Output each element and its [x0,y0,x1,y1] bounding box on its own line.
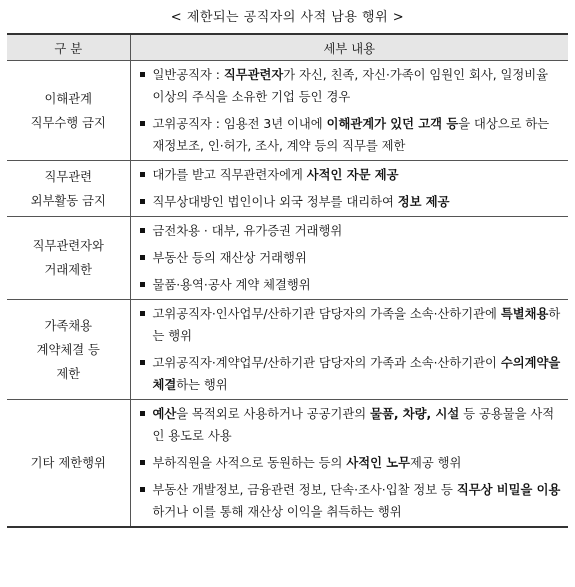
emphasis-text: 이해관계가 있던 고객 등 [326,117,459,131]
category-label-line: 직무수행 금지 [30,115,106,130]
item-text: 을 대상으로 하는 재정보조, 인·허가, 조사, 계약 등의 직무를 제한 [152,117,550,153]
list-item [131,247,563,269]
emphasis-text: 직무상 비밀을 이용 [456,483,561,497]
item-text: 직무상대방인 법인이나 외국 정부를 대리하여 [152,195,398,209]
item-text: 고위공직자·인사업무/산하기관 담당자의 가족을 소속·산하기관에 [152,307,501,321]
square-bullet-icon [140,360,145,365]
detail-cell [130,400,568,528]
restriction-table [7,33,568,528]
item-text: 부동산 등의 재산상 거래행위 [152,251,307,265]
item-text: 일반공직자 : [152,68,224,82]
category-label-line: 가족채용 [44,318,92,333]
square-bullet-icon [140,411,145,416]
header-detail: 세부 내용 [130,34,568,61]
detail-list [131,403,563,523]
detail-list [131,303,563,396]
list-item [131,274,563,296]
category-label-line: 기타 제한행위 [30,456,106,470]
detail-list [131,220,563,296]
item-text: 물품·용역·공사 계약 체결행위 [152,278,311,292]
table-header-row [7,34,568,61]
category-label-line: 이해관계 [44,91,92,106]
category-cell [7,161,130,217]
item-text: 제공 행위 [410,456,462,470]
item-text: 하는 행위 [152,307,561,343]
detail-cell [130,61,568,161]
emphasis-text: 직무관련자 [223,68,284,82]
emphasis-text: 예산 [152,407,177,421]
emphasis-text: 수의계약을 체결 [152,356,561,392]
square-bullet-icon [140,460,145,465]
category-label-line: 직무관련자와 [32,239,104,253]
item-text: 고위공직자 : 임용전 3년 이내에 [152,117,327,131]
table-row [7,161,568,217]
list-item [131,164,563,186]
detail-cell [130,161,568,217]
item-text: 등 공용물을 사적인 용도로 사용 [152,407,555,443]
category-label-line: 제한 [56,366,81,381]
list-item [131,452,563,474]
emphasis-text: 정보 제공 [397,195,450,209]
table-row [7,61,568,161]
square-bullet-icon [140,311,145,316]
emphasis-text: 물품, 차량, 시설 [370,407,460,421]
square-bullet-icon [140,199,145,204]
item-text: 고위공직자·계약업무/산하기관 담당자의 가족과 소속·산하기관이 [152,356,501,370]
square-bullet-icon [140,487,145,492]
emphasis-text: 특별채용 [500,307,549,321]
detail-cell [130,217,568,300]
item-text: 하는 행위 [176,378,228,392]
table-row [7,400,568,528]
square-bullet-icon [140,255,145,260]
item-text: 금전차용 · 대부, 유가증권 거래행위 [152,224,343,238]
item-text: 대가를 받고 직무관련자에게 [152,168,307,182]
list-item [131,479,563,523]
list-item [131,113,563,157]
square-bullet-icon [140,121,145,126]
square-bullet-icon [140,282,145,287]
square-bullet-icon [140,72,145,77]
list-item [131,403,563,447]
item-text: 부하직원을 사적으로 동원하는 등의 [152,456,347,470]
category-cell [7,300,130,400]
list-item [131,191,563,213]
item-text: 하거나 이를 통해 재산상 이익을 취득하는 행위 [152,505,402,519]
category-label-line: 계약체결 등 [36,342,100,357]
square-bullet-icon [140,228,145,233]
item-text: 을 목적외로 사용하거나 공공기관의 [176,407,371,421]
list-item [131,303,563,347]
detail-list [131,64,563,157]
emphasis-text: 사적인 노무 [346,456,411,470]
square-bullet-icon [140,172,145,177]
list-item [131,352,563,396]
detail-cell [130,300,568,400]
category-cell [7,217,130,300]
detail-list [131,164,563,213]
category-label-line: 거래제한 [44,263,92,277]
category-cell [7,61,130,161]
category-label-line: 외부활동 금지 [30,193,106,208]
header-category: 구 분 [7,34,130,61]
category-cell [7,400,130,528]
item-text: 가 자신, 친족, 자신·가족이 임원인 회사, 일정비율 이상의 주식을 소유한 기업 등인 경우 [152,68,549,104]
list-item [131,220,563,242]
category-label-line: 직무관련 [44,169,92,184]
table-row [7,300,568,400]
item-text: 부동산 개발정보, 금융관련 정보, 단속·조사·입찰 정보 등 [152,483,457,497]
emphasis-text: 사적인 자문 제공 [306,168,399,182]
document-title: < 제한되는 공직자의 사적 남용 행위 > [170,10,405,25]
table-row [7,217,568,300]
list-item [131,64,563,108]
